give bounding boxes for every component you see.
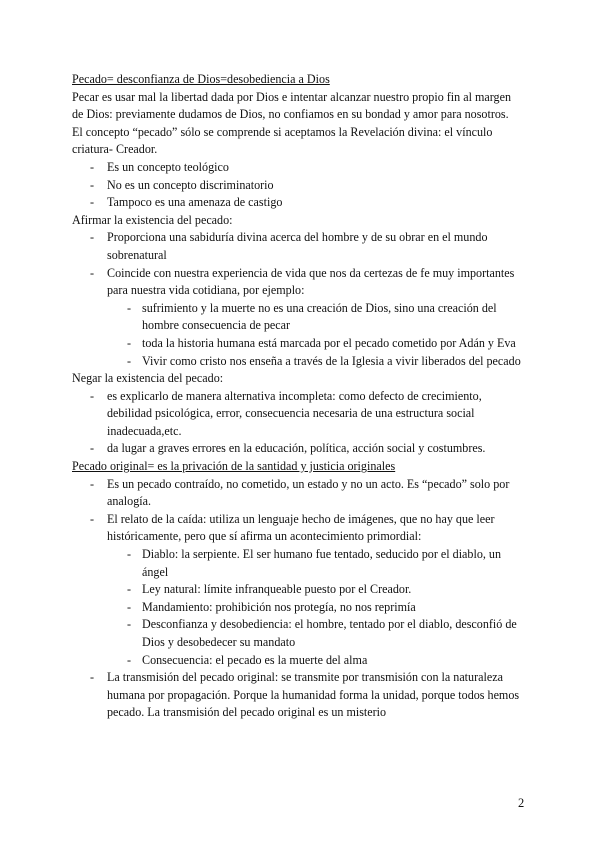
negar-title: Negar la existencia del pecado: (72, 371, 224, 386)
list-item: - Coincide con nuestra experiencia de vida que nos da certezas de fe muy importantes para nuestra vida cotidiana, por ejemplo: (72, 265, 522, 300)
sub-list-item: - toda la historia humana está marcada por el pecado cometido por Adán y Eva (72, 335, 522, 353)
sub-list-item: - Consecuencia: el pecado es la muerte del alma (72, 652, 522, 670)
sub-list-item: - Mandamiento: prohibición nos protegía, no nos reprimía (72, 599, 522, 617)
afirmar-title: Afirmar la existencia del pecado: (72, 212, 233, 227)
negar-list (72, 388, 522, 458)
sub-list-item: - sufrimiento y la muerte no es una creación de Dios, sino una creación del hombre consecuencia de pecar (72, 300, 522, 335)
list-item: - No es un concepto discriminatorio (72, 177, 522, 195)
original-list (72, 476, 522, 722)
list-item: - es explicarlo de manera alternativa incompleta: como defecto de crecimiento, debilidad psicológica, error, consecuencia necesaria de una estructura social inadecuada,etc. (72, 388, 522, 441)
heading-pecado: Pecado= desconfianza de Dios=desobediencia a Dios (72, 72, 330, 86)
sub-list-item: - Ley natural: límite infranqueable puesto por el Creador. (72, 581, 522, 599)
list-item: - da lugar a graves errores en la educación, política, acción social y costumbres. (72, 440, 522, 458)
paragraph-definicion: Pecar es usar mal la libertad dada por Dios e intentar alcanzar nuestro propio fin al margen de Dios: previamente dudamos de Dios, no confiamos en su bondad y amor para nosotros. (72, 89, 512, 122)
list-item: - La transmisión del pecado original: se transmite por transmisión con la naturaleza humana por propagación. Porque la humanidad forma la unidad, porque todos hemos pecado. La transmisión del pecado original es un misterio (72, 669, 522, 722)
sub-list-item: - Desconfianza y desobediencia: el hombre, tentado por el diablo, desconfió de Dios y desobedecer su mandato (72, 616, 522, 651)
list-item: - Es un pecado contraído, no cometido, un estado y no un acto. Es “pecado” solo por analogía. (72, 476, 522, 511)
list-item: - Proporciona una sabiduría divina acerca del hombre y de su obrar en el mundo sobrenatural (72, 229, 522, 264)
sub-list-item: - Diablo: la serpiente. El ser humano fue tentado, seducido por el diablo, un ángel (72, 546, 522, 581)
list-item: - Tampoco es una amenaza de castigo (72, 194, 522, 212)
page-number: 2 (518, 796, 525, 810)
list-item: - Es un concepto teológico (72, 159, 522, 177)
sub-list-item: - Vivir como cristo nos enseña a través de la Iglesia a vivir liberados del pecado (72, 353, 522, 371)
heading-pecado-original: Pecado original= es la privación de la santidad y justicia originales (72, 459, 396, 474)
list-item: - El relato de la caída: utiliza un lenguaje hecho de imágenes, que no hay que leer históricamente, pero que sí afirma un acontecimiento primordial: (72, 511, 522, 546)
page-content (72, 71, 522, 722)
paragraph-concepto: El concepto “pecado” sólo se comprende si aceptamos la Revelación divina: el vínculo criatura- Creador. (72, 124, 493, 157)
concepto-list (72, 159, 522, 212)
afirmar-list (72, 229, 522, 370)
